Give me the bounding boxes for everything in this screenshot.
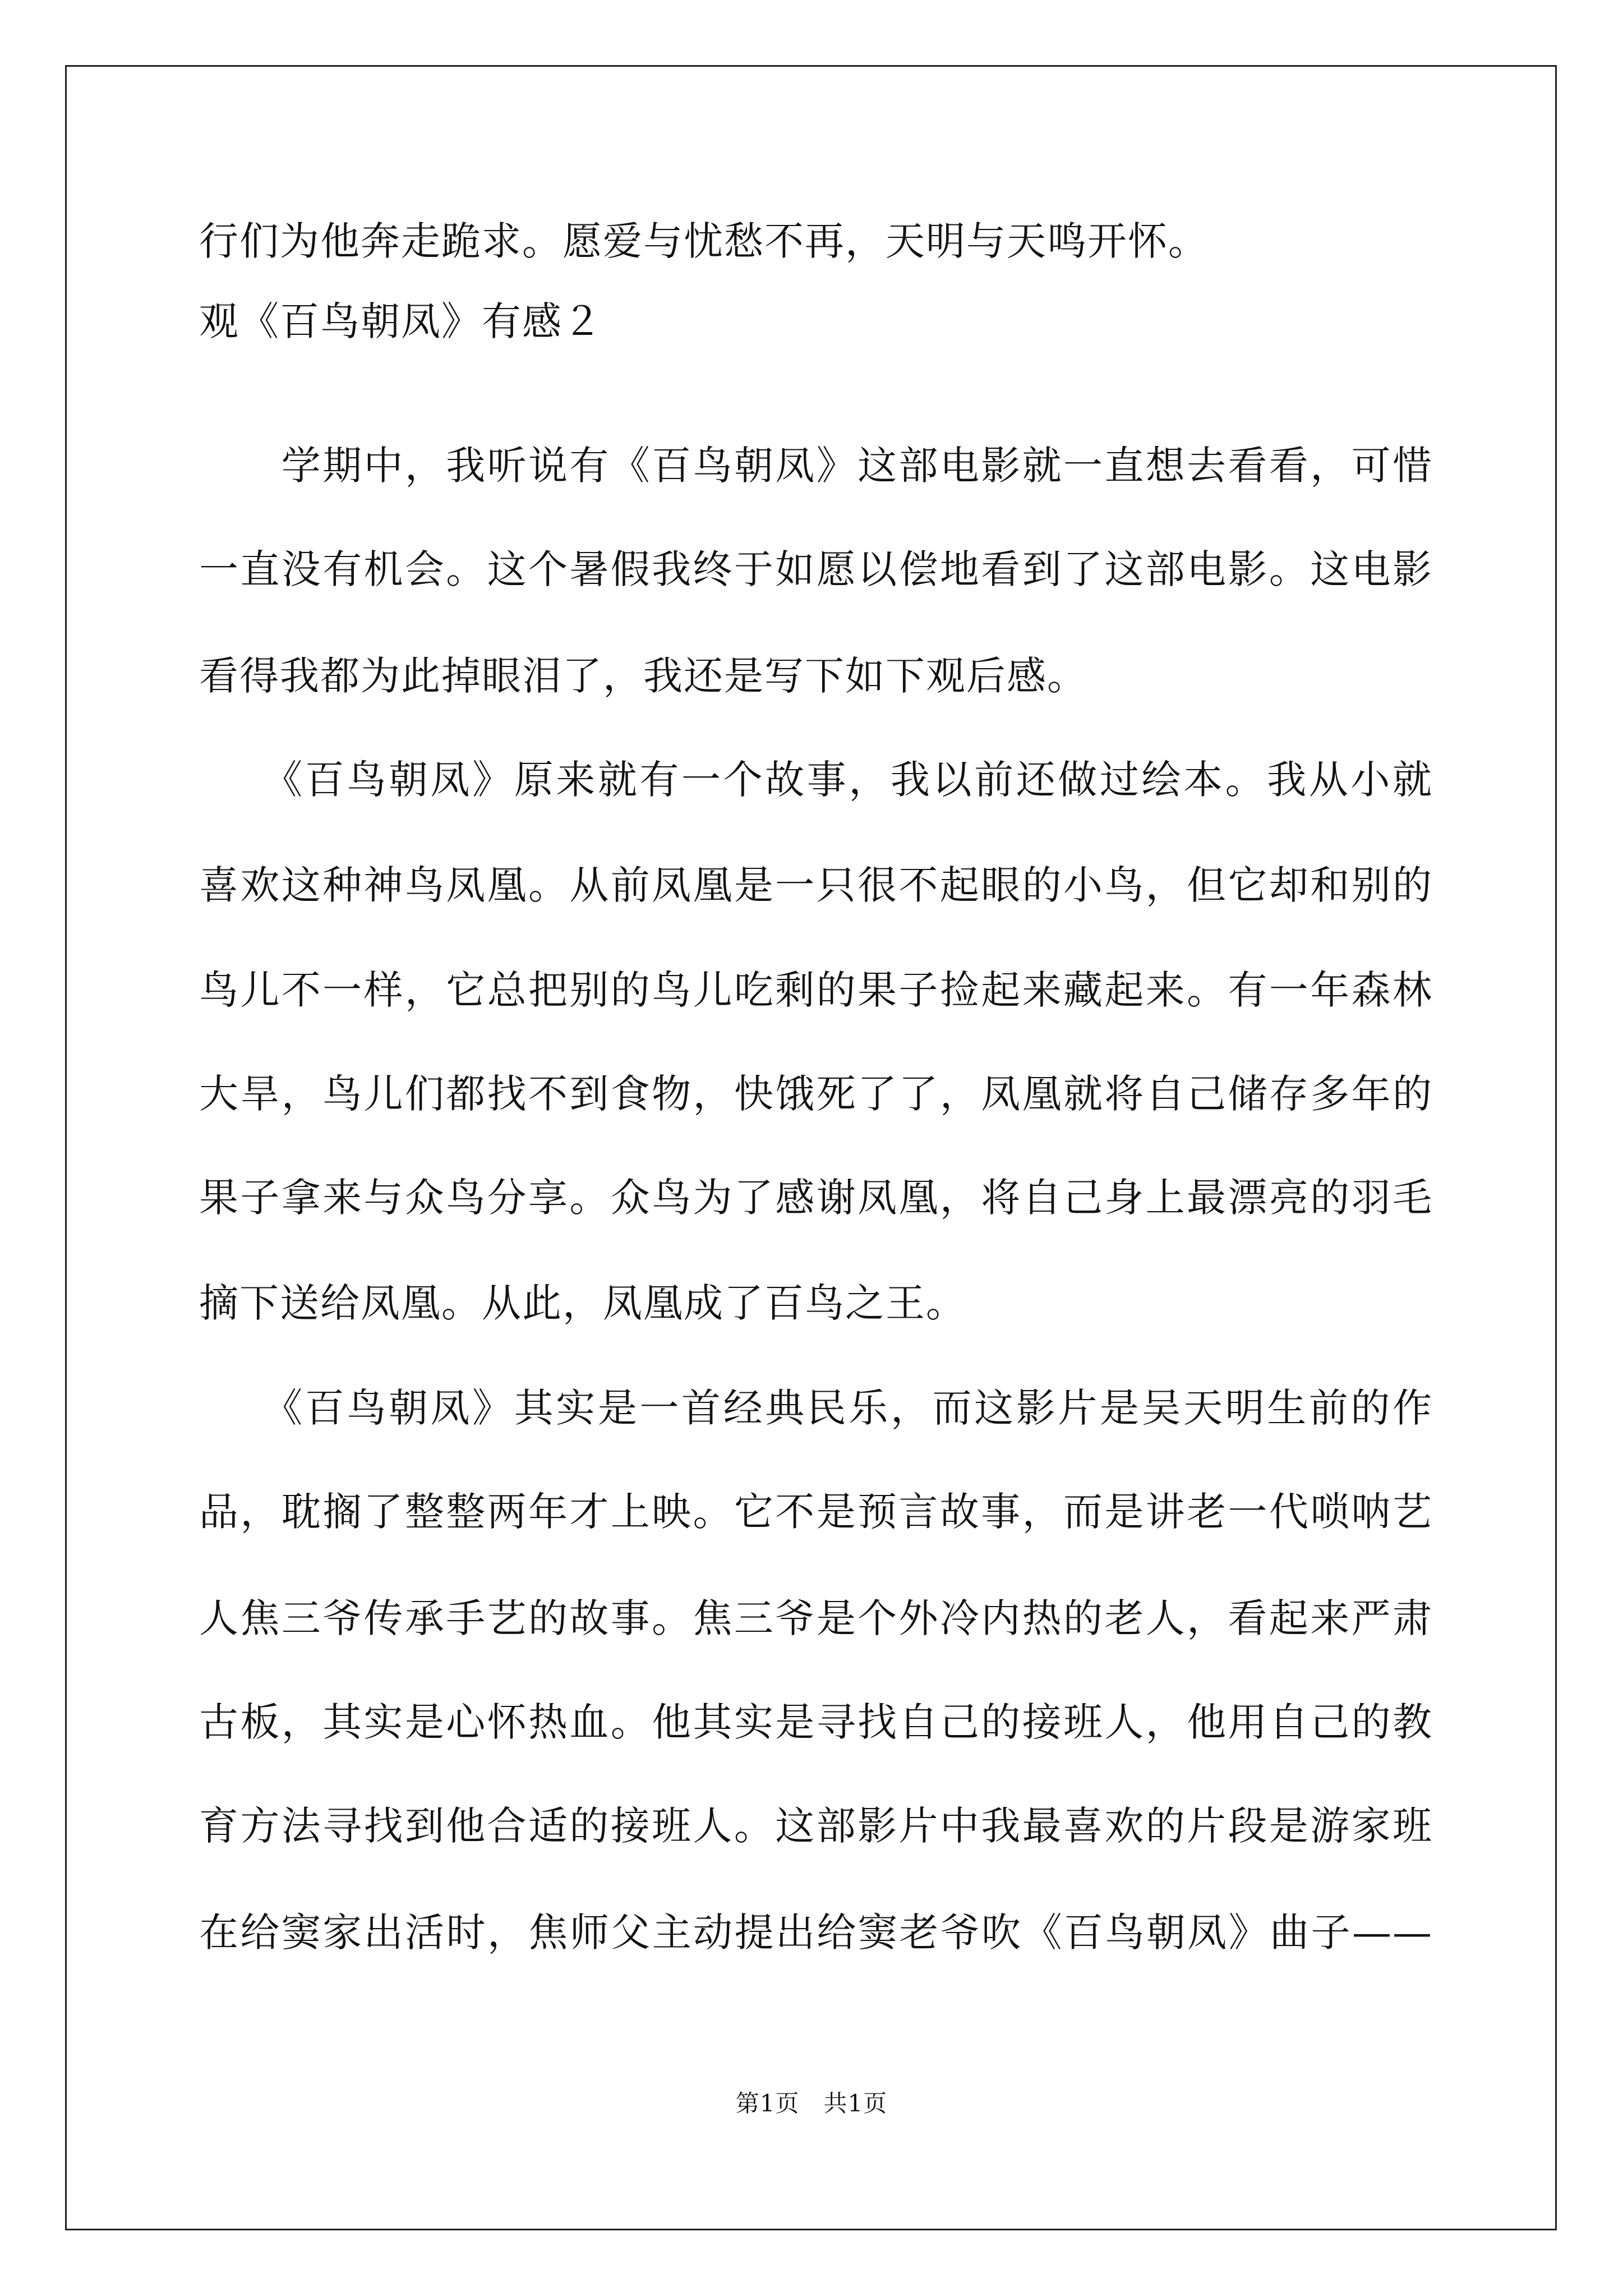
text-line: 学期中，我听说有《百鸟朝凤》这部电影就一直想去看看，可惜	[199, 443, 1433, 489]
text-line: 大旱，鸟儿们都找不到食物，快饿死了了，凤凰就将自己储存多年的	[199, 1071, 1433, 1117]
text-line: 品，耽搁了整整两年才上映。它不是预言故事，而是讲老一代唢呐艺	[199, 1489, 1433, 1535]
text-line: 《百鸟朝凤》其实是一首经典民乐，而这影片是吴天明生前的作	[199, 1385, 1433, 1431]
text-line: 在给窦家出活时，焦师父主动提出给窦老爷吹《百鸟朝凤》曲子——	[199, 1910, 1433, 1955]
section-title: 观《百鸟朝凤》有感２	[199, 298, 603, 344]
text-line: 摘下送给凤凰。从此，凤凰成了百鸟之王。	[199, 1280, 966, 1326]
text-line: 果子拿来与众鸟分享。众鸟为了感谢凤凰，将自己身上最漂亮的羽毛	[199, 1175, 1433, 1221]
text-line: 育方法寻找到他合适的接班人。这部影片中我最喜欢的片段是游家班	[199, 1803, 1433, 1849]
text-line: 一直没有机会。这个暑假我终于如愿以偿地看到了这部电影。这电影	[199, 546, 1433, 592]
text-line: 看得我都为此掉眼泪了，我还是写下如下观后感。	[199, 653, 1087, 699]
text-line: 古板，其实是心怀热血。他其实是寻找自己的接班人，他用自己的教	[199, 1699, 1433, 1745]
text-line: 喜欢这种神鸟凤凰。从前凤凰是一只很不起眼的小鸟，但它却和别的	[199, 862, 1433, 908]
page-number-footer: 第1页 共1页	[735, 2090, 888, 2117]
text-line: 鸟儿不一样，它总把别的鸟儿吃剩的果子捡起来藏起来。有一年森林	[199, 967, 1433, 1013]
text-line: 人焦三爷传承手艺的故事。焦三爷是个外冷内热的老人，看起来严肃	[199, 1595, 1433, 1641]
page-border	[65, 65, 1557, 2230]
text-line: 《百鸟朝凤》原来就有一个故事，我以前还做过绘本。我从小就	[199, 757, 1433, 803]
text-line: 行们为他奔走跪求。愿爱与忧愁不再，天明与天鸣开怀。	[199, 218, 1209, 264]
